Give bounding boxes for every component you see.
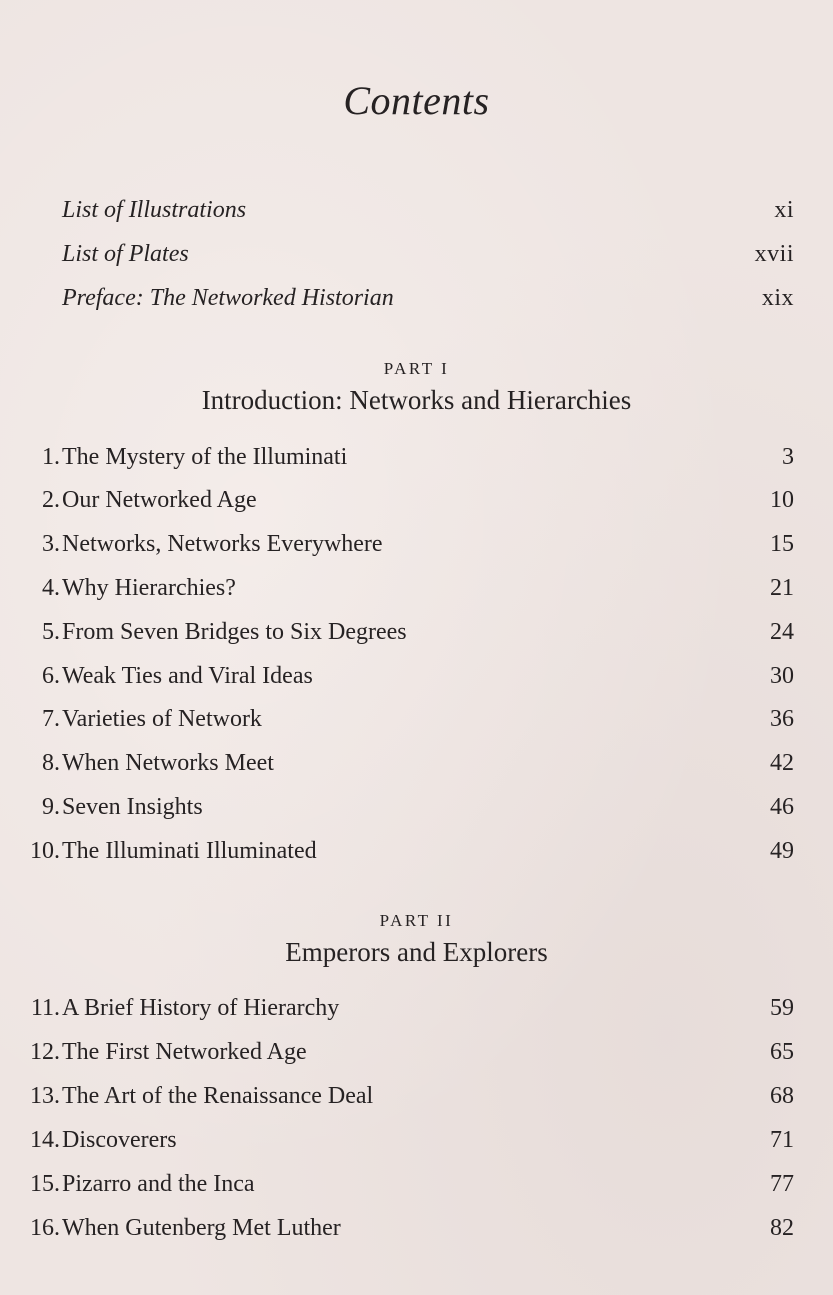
chapter-title: The First Networked Age bbox=[62, 1039, 307, 1065]
chapter-page: 49 bbox=[770, 838, 794, 864]
toc-entry-chapter-13[interactable] bbox=[20, 1080, 794, 1112]
chapter-page: 68 bbox=[770, 1083, 794, 1109]
chapter-title: When Gutenberg Met Luther bbox=[62, 1215, 341, 1241]
chapter-title: When Networks Meet bbox=[62, 750, 274, 776]
chapter-page: 65 bbox=[770, 1039, 794, 1065]
toc-entry-chapter-2[interactable] bbox=[20, 484, 794, 516]
toc-entry-list-of-plates[interactable] bbox=[20, 238, 794, 270]
chapter-number: 5. bbox=[42, 619, 60, 645]
part-1-title: Introduction: Networks and Hierarchies bbox=[201, 385, 632, 415]
toc-entry-chapter-6[interactable] bbox=[20, 660, 794, 692]
chapter-title: From Seven Bridges to Six Degrees bbox=[62, 619, 407, 645]
chapter-page: 36 bbox=[770, 706, 794, 732]
chapter-page: 46 bbox=[770, 794, 794, 820]
chapter-title: Pizarro and the Inca bbox=[62, 1171, 255, 1197]
toc-entry-preface[interactable] bbox=[20, 282, 794, 314]
toc-entry-chapter-3[interactable] bbox=[20, 528, 794, 560]
chapter-title: Networks, Networks Everywhere bbox=[62, 531, 383, 557]
chapter-number: 9. bbox=[42, 794, 60, 820]
toc-entry-chapter-1[interactable] bbox=[20, 441, 794, 473]
chapter-page: 3 bbox=[782, 444, 794, 470]
chapter-page: 42 bbox=[770, 750, 794, 776]
chapter-number: 11. bbox=[30, 995, 60, 1021]
chapter-page: 24 bbox=[770, 619, 794, 645]
chapter-title: Our Networked Age bbox=[62, 487, 257, 513]
chapter-title: The Illuminati Illuminated bbox=[62, 838, 317, 864]
toc-entry-page: xvii bbox=[754, 241, 794, 267]
toc-entry-label: List of Illustrations bbox=[62, 197, 247, 223]
toc-entry-chapter-15[interactable] bbox=[20, 1168, 794, 1200]
chapter-number: 6. bbox=[42, 663, 60, 689]
page-title: Contents bbox=[343, 78, 490, 123]
chapter-number: 16. bbox=[30, 1215, 60, 1241]
toc-entry-chapter-16[interactable] bbox=[20, 1212, 794, 1244]
toc-entry-label: List of Plates bbox=[62, 241, 189, 267]
toc-entry-page: xix bbox=[761, 285, 794, 311]
chapter-number: 1. bbox=[42, 444, 60, 470]
chapter-number: 12. bbox=[30, 1039, 60, 1065]
chapter-number: 10. bbox=[30, 838, 60, 864]
chapter-title: The Art of the Renaissance Deal bbox=[62, 1083, 374, 1109]
chapter-title: A Brief History of Hierarchy bbox=[62, 995, 340, 1021]
chapter-page: 30 bbox=[770, 663, 794, 689]
chapter-title: Discoverers bbox=[62, 1127, 177, 1153]
part-2-title: Emperors and Explorers bbox=[285, 937, 548, 967]
chapter-number: 13. bbox=[30, 1083, 60, 1109]
chapter-title: Why Hierarchies? bbox=[62, 575, 236, 601]
toc-entry-chapter-4[interactable] bbox=[20, 572, 794, 604]
chapter-page: 71 bbox=[770, 1127, 794, 1153]
toc-entry-page: xi bbox=[774, 197, 794, 223]
chapter-page: 10 bbox=[770, 487, 794, 513]
toc-entry-chapter-8[interactable] bbox=[20, 747, 794, 779]
chapter-number: 2. bbox=[42, 487, 60, 513]
part-1-label: PART I bbox=[383, 359, 450, 378]
chapter-page: 59 bbox=[770, 995, 794, 1021]
chapter-page: 77 bbox=[770, 1171, 794, 1197]
chapter-number: 7. bbox=[42, 706, 60, 732]
chapter-title: Seven Insights bbox=[62, 794, 203, 820]
toc-entry-chapter-12[interactable] bbox=[20, 1036, 794, 1068]
chapter-number: 8. bbox=[42, 750, 60, 776]
chapter-number: 3. bbox=[42, 531, 60, 557]
chapter-title: Weak Ties and Viral Ideas bbox=[62, 663, 313, 689]
chapter-title: The Mystery of the Illuminati bbox=[62, 444, 348, 470]
chapter-title: Varieties of Network bbox=[62, 706, 262, 732]
toc-entry-chapter-5[interactable] bbox=[20, 616, 794, 648]
toc-entry-chapter-9[interactable] bbox=[20, 791, 794, 823]
chapter-page: 21 bbox=[770, 575, 794, 601]
toc-entry-chapter-7[interactable] bbox=[20, 703, 794, 735]
toc-entry-label: Preface: The Networked Historian bbox=[62, 285, 394, 311]
toc-entry-chapter-14[interactable] bbox=[20, 1124, 794, 1156]
chapter-page: 82 bbox=[770, 1215, 794, 1241]
toc-entry-list-of-illustrations[interactable] bbox=[20, 194, 794, 226]
chapter-page: 15 bbox=[770, 531, 794, 557]
chapter-number: 14. bbox=[30, 1127, 60, 1153]
part-2-label: PART II bbox=[379, 911, 454, 930]
chapter-number: 4. bbox=[42, 575, 60, 601]
toc-entry-chapter-10[interactable] bbox=[20, 835, 794, 867]
toc-entry-chapter-11[interactable] bbox=[20, 992, 794, 1024]
chapter-number: 15. bbox=[30, 1171, 60, 1197]
